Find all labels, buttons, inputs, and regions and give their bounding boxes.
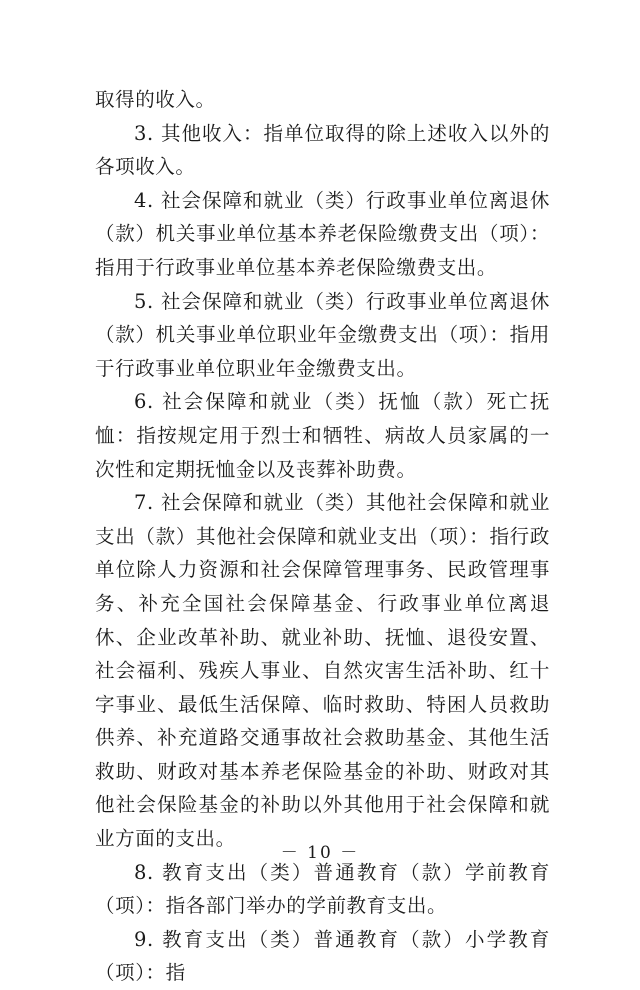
paragraph-item-7: 7. 社会保障和就业（类）其他社会保障和就业支出（款）其他社会保障和就业支出（项）：指行政单位除人力资源和社会保障管理事务、民政管理事务、补充全国社会保障基金、行政事业单位离退休、企业改革补助、就业补助、抚恤、退役安置、社会福利、残疾人事业、自然灾害生活补助、红十字事业、最低生活保障、临时救助、特困人员救助供养、补充道路交通事故社会救助基金、其他生活救助、财政对基本养老保险基金的补助、财政对其他社会保险基金的补助以外其他用于社会保障和就业方面的支出。	[95, 491, 550, 851]
paragraph-continuation: 取得的收入。	[95, 88, 216, 111]
paragraph-item-3: 3. 其他收入：指单位取得的除上述收入以外的各项收入。	[95, 121, 550, 179]
paragraph-item-5: 5. 社会保障和就业（类）行政事业单位离退休（款）机关事业单位职业年金缴费支出（项）：指用于行政事业单位职业年金缴费支出。	[95, 289, 550, 380]
paragraph-item-9: 9. 教育支出（类）普通教育（款）小学教育（项）：指	[95, 927, 550, 985]
page-number: － 10 －	[280, 843, 360, 863]
paragraph-item-4: 4. 社会保障和就业（类）行政事业单位离退休（款）机关事业单位基本养老保险缴费支出（项）：指用于行政事业单位基本养老保险缴费支出。	[95, 188, 550, 279]
paragraph-item-8: 8. 教育支出（类）普通教育（款）学前教育（项）：指各部门举办的学前教育支出。	[95, 860, 550, 918]
paragraph-item-6: 6. 社会保障和就业（类）抚恤（款）死亡抚恤：指按规定用于烈士和牺牲、病故人员家属的一次性和定期抚恤金以及丧葬补助费。	[95, 390, 550, 481]
